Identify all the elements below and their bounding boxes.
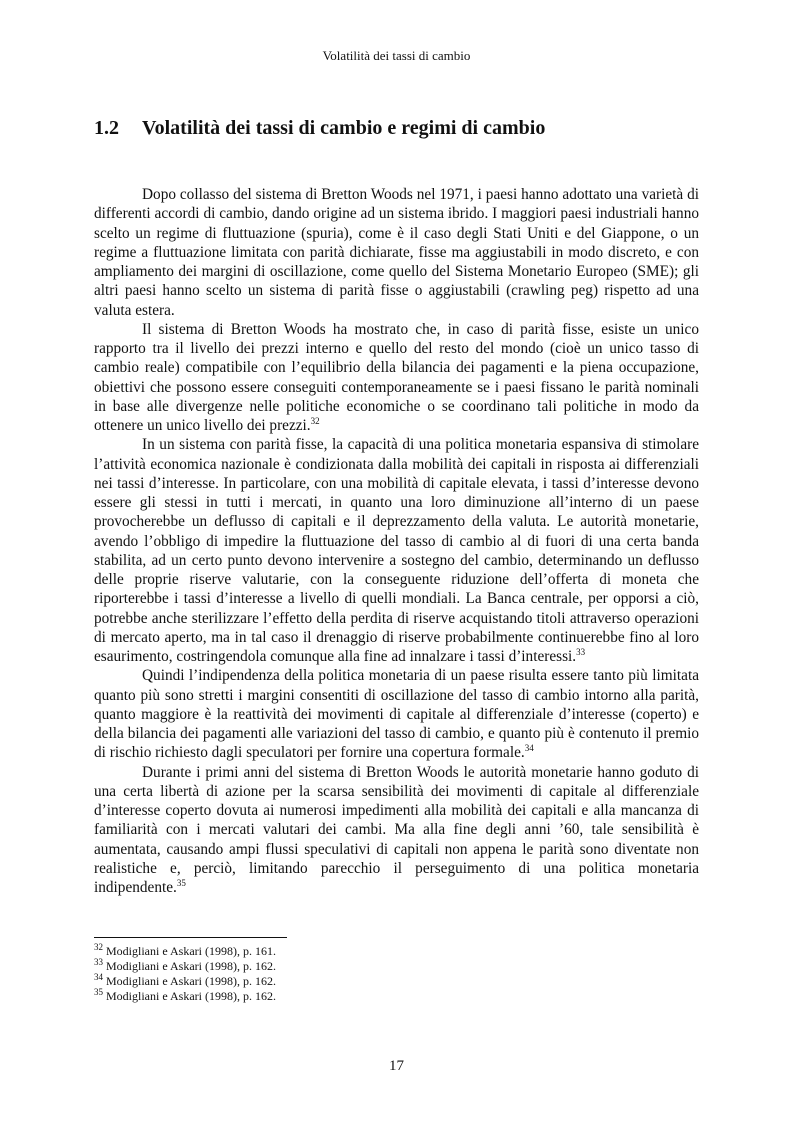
section-heading — [94, 115, 714, 141]
paragraph — [94, 320, 699, 436]
paragraph — [94, 763, 699, 898]
footnote — [94, 989, 699, 1004]
footnote-text: Modigliani e Askari (1998), p. 161. — [106, 944, 276, 958]
paragraph-text: Quindi l’indipendenza della politica monetaria di un paese risulta essere tanto più limitata quanto più sono stretti i margini consentiti di oscillazione del tasso di cambio intorno alla parità, quanto maggiore è la reattività dei movimenti di capitale al differenziale d’interesse (coperto) e della bilancia dei pagamenti alle variazioni del tasso di cambio, e quanto più è contenuto il premio di rischio richiesto dagli speculatori per fornire una copertura formale. — [94, 667, 699, 762]
footnote — [94, 959, 699, 974]
running-header: Volatilità dei tassi di cambio — [322, 48, 471, 63]
footnote-ref: 33 — [576, 646, 586, 657]
paragraph — [94, 666, 699, 762]
footnote-mark: 32 — [94, 942, 103, 952]
footnote-ref: 35 — [176, 877, 186, 888]
footnote-mark: 33 — [94, 957, 103, 967]
paragraph — [94, 435, 699, 666]
body-text — [94, 185, 699, 897]
footnote-divider — [94, 937, 287, 938]
page-number: 17 — [389, 1058, 404, 1074]
paragraph-text: In un sistema con parità fisse, la capacità di una politica monetaria espansiva di stimolare l’attività economica nazionale è condizionata dalla mobilità dei capitali in risposta ai differenziali nei tassi d’interesse. In particolare, con una mobilità di capitale elevata, i tassi d’interesse devono essere gli stessi in tutti i mercati, in quanto una loro diminuzione all’interno di un paese provocherebbe un deflusso di capitali e il deprezzamento della valuta. Le autorità monetarie, avendo l’obbligo di impedire la fluttuazione del tasso di cambio al di fuori di una certa banda stabilita, ad un certo punto devono intervenire a sostegno del cambio, determinando un deflusso delle proprie riserve valutarie, con la conseguente riduzione dell’offerta di moneta che riporterebbe i tassi d’interesse a livello di quelli mondiali. La Banca centrale, per opporsi a ciò, potrebbe anche sterilizzare l’effetto della perdita di riserve acquistando titoli attraverso operazioni di mercato aperto, ma in tal caso il drenaggio di riserve probabilmente continuerebbe fino al loro esaurimento, costringendola comunque alla fine ad innalzare i tassi d’interessi. — [94, 436, 699, 665]
footnote — [94, 974, 699, 989]
section-number: 1.2 — [94, 117, 119, 139]
paragraph-text: Dopo collasso del sistema di Bretton Woods nel 1971, i paesi hanno adottato una varietà di differenti accordi di cambio, dando origine ad un sistema ibrido. I maggiori paesi industriali hanno scelto un regime di fluttuazione (spuria), come è il caso degli Stati Uniti e del Giappone, o un regime a fluttuazione limitata con parità dichiarate, fisse ma aggiustabili in modo discreto, e con ampliamento dei margini di oscillazione, come quello del Sistema Monetario Europeo (SME); gli altri paesi hanno scelto un sistema di parità fisse o aggiustabili (crawling peg) rispetto ad una valuta estera. — [94, 186, 699, 319]
paragraph-text: Durante i primi anni del sistema di Bretton Woods le autorità monetarie hanno goduto di una certa libertà di azione per la scarsa sensibilità dei movimenti di capitale al differenziale d’interesse coperto dovuta ai numerosi impedimenti alla mobilità dei capitali e alla mancanza di familiarità con i mercati valutari dei cambi. Ma alla fine degli anni ’60, tale sensibilità è aumentata, causando ampi flussi speculativi di capitali non appena le parità sono diventate non realistiche e, perciò, limitando parecchio il perseguimento di una politica monetaria indipendente. — [94, 763, 699, 896]
footnotes — [94, 944, 699, 1004]
footnote-text: Modigliani e Askari (1998), p. 162. — [106, 989, 276, 1003]
paragraph-text: Il sistema di Bretton Woods ha mostrato che, in caso di parità fisse, esiste un unico rapporto tra il livello dei prezzi interno e quello del resto del mondo (cioè un unico tasso di cambio reale) compatibile con l’equilibrio della bilancia dei pagamenti e la piena occupazione, obiettivi che possono essere conseguiti contemporaneamente se i paesi fissano le parità nominali in base alle divergenze nelle politiche economiche o se coordinano tali politiche in modo da ottenere un unico livello dei prezzi. — [94, 320, 699, 434]
section-title: Volatilità dei tassi di cambio e regimi di cambio — [142, 117, 546, 139]
footnote-text: Modigliani e Askari (1998), p. 162. — [106, 974, 276, 988]
paragraph — [94, 185, 699, 320]
footnote-mark: 35 — [94, 987, 103, 997]
footnote-ref: 34 — [524, 743, 534, 754]
footnote — [94, 944, 699, 959]
footnote-text: Modigliani e Askari (1998), p. 162. — [106, 959, 276, 973]
footnote-ref: 32 — [310, 415, 320, 426]
footnote-mark: 34 — [94, 972, 103, 982]
